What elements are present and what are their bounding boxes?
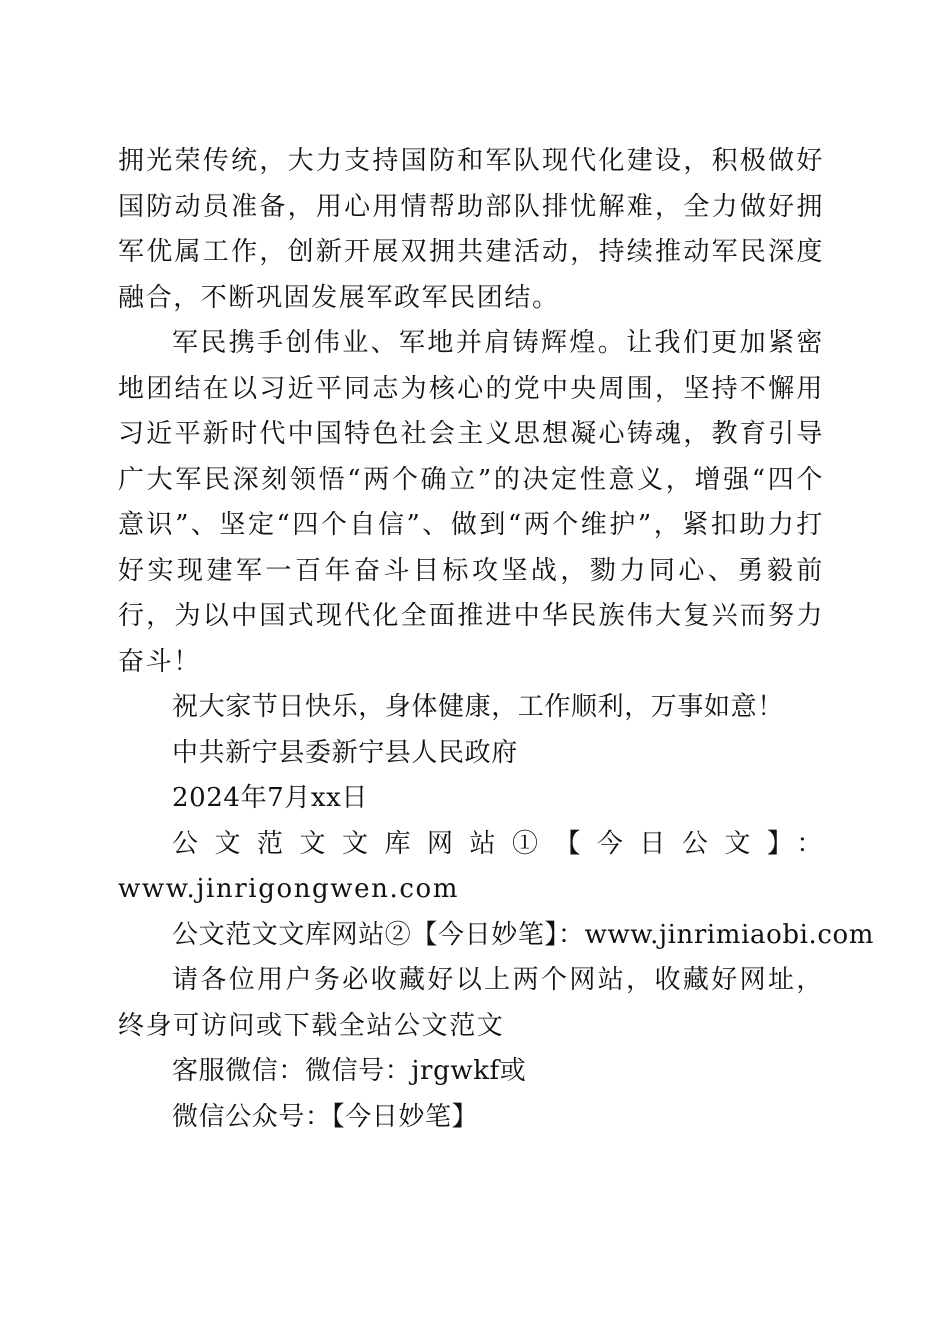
document-body [118,139,875,1140]
paragraph-call-to-action: 军民携手创伟业、军地并肩铸辉煌。让我们更加紧密地团结在以习近平同志为核心的党中央周围，坚持不懈用习近平新时代中国特色社会主义思想凝心铸魂，教育引导广大军民深刻领悟“两个确立”的决定性意义，增强“四个意识”、坚定“四个自信”、做到“两个维护”，紧扣助力打好实现建军一百年奋斗目标攻坚战，勠力同心、勇毅前行，为以中国式现代化全面推进中华民族伟大复兴而努力奋斗！ [118,328,824,677]
footer-site-2: 公文范文文库网站②【今日妙笔】：www.jinrimiaobi.com [172,919,875,950]
footer-official-account: 微信公众号：【今日妙笔】 [172,1101,479,1132]
paragraph-continuation: 拥光荣传统，大力支持国防和军队现代化建设，积极做好国防动员准备，用心用情帮助部队排忧解难，全力做好拥军优属工作，创新开展双拥共建活动，持续推动军民深度融合，不断巩固发展军政军民团结。 [118,146,824,313]
footer-notice: 请各位用户务必收藏好以上两个网站，收藏好网址，终身可访问或下载全站公文范文 [118,965,824,1041]
signature-line: 中共新宁县委新宁县人民政府 [172,737,518,768]
greeting-line: 祝大家节日快乐，身体健康，工作顺利，万事如意！ [172,692,784,722]
footer-customer-service: 客服微信：微信号：jrgwkf或 [172,1056,527,1086]
footer-site-1: 公文范文文库网站①【今日公文】：www.jinrigongwen.com [118,828,824,904]
date-line: 2024年7月xx日 [172,783,369,813]
